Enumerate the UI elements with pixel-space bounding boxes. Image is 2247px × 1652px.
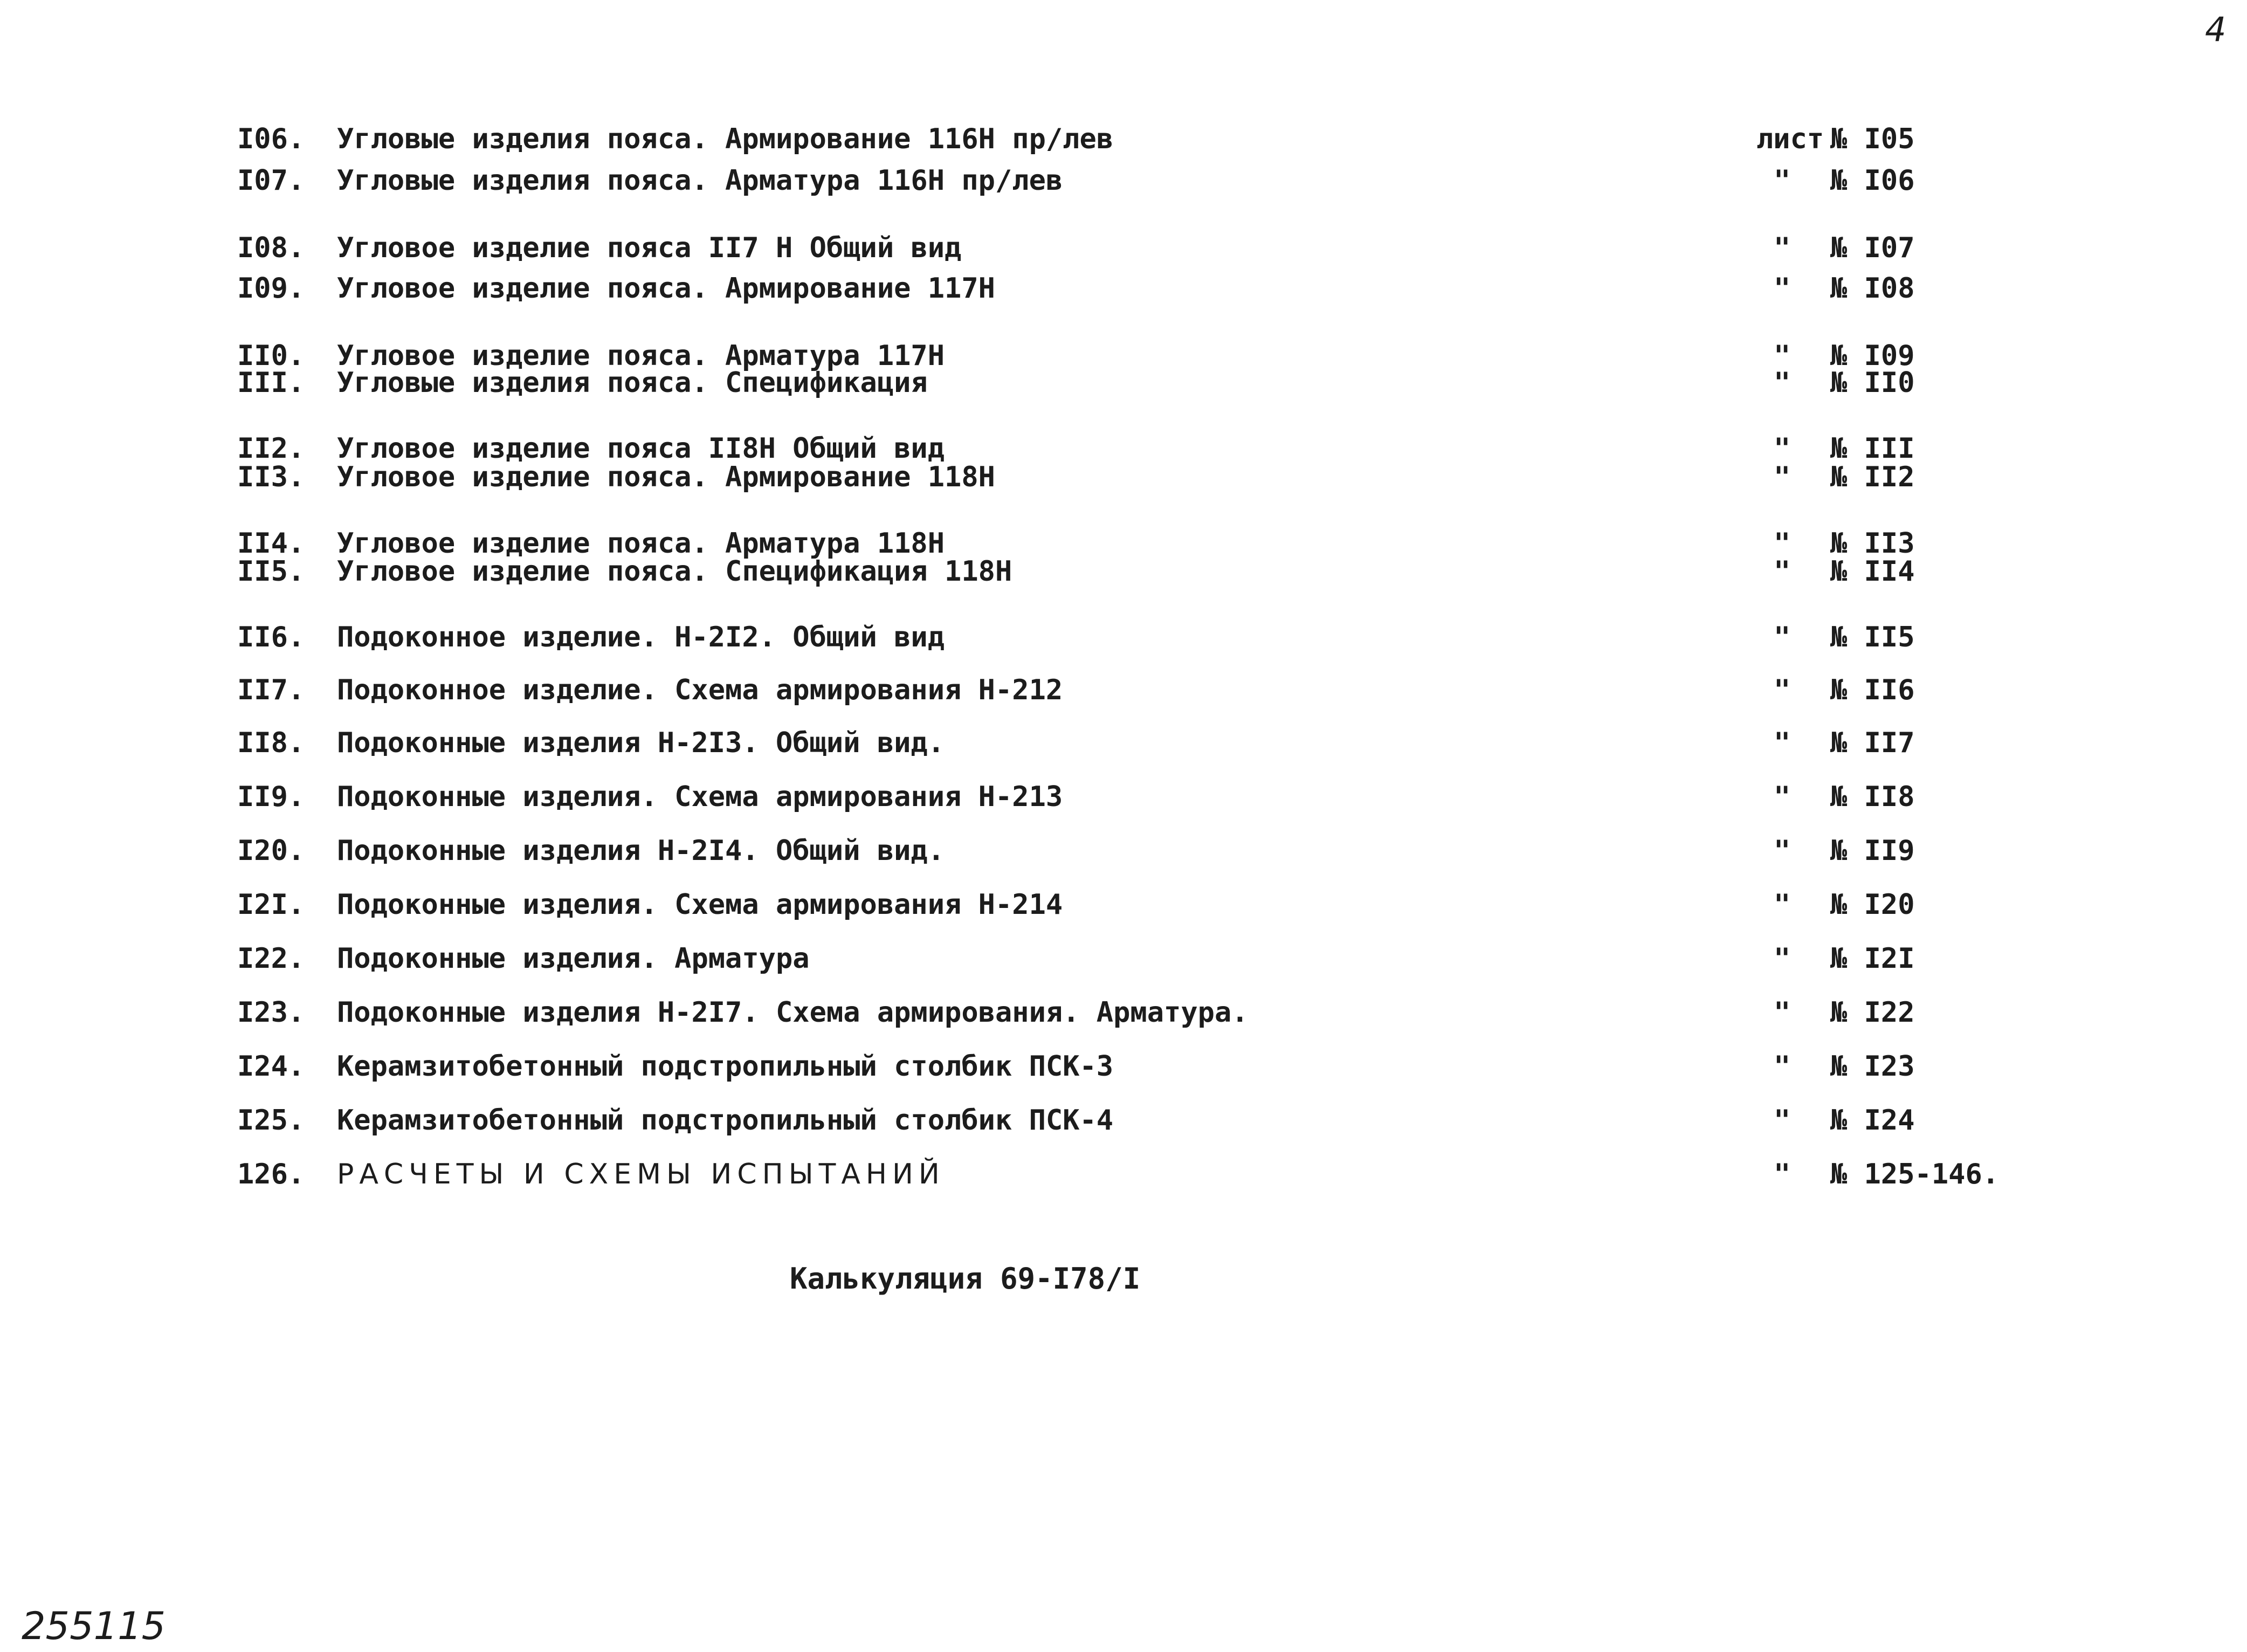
toc-entry (0, 1050, 2247, 1083)
ditto-mark: " (1774, 835, 1791, 867)
entry-number: I25. (237, 1104, 305, 1137)
entry-title: Подоконные изделия Н-2I7. Схема армирования. Арматура. (337, 996, 1249, 1029)
sheet-reference: № II6 (1830, 674, 1915, 706)
entry-title: Подоконное изделие. Н-2I2. Общий вид (337, 621, 945, 653)
entry-title: Керамзитобетонный подстропильный столбик ПСК-4 (337, 1104, 1114, 1137)
sheet-reference: № II7 (1830, 727, 1915, 759)
toc-entry (0, 272, 2247, 305)
entry-number: II8. (237, 727, 305, 759)
ditto-mark: " (1774, 942, 1791, 975)
toc-entry (0, 1104, 2247, 1137)
toc-entry (0, 367, 2247, 399)
entry-number: II6. (237, 621, 305, 653)
sheet-reference: № I05 (1830, 123, 1915, 155)
toc-entry (0, 942, 2247, 975)
ditto-mark: " (1774, 1050, 1791, 1083)
toc-entry (0, 164, 2247, 197)
entry-title: Угловое изделие пояса. Армирование 118Н (337, 461, 995, 493)
entry-title: Подоконные изделия Н-2I3. Общий вид. (337, 727, 945, 759)
entry-title: Угловое изделие пояса. Арматура 118Н (337, 527, 945, 560)
entry-number: II7. (237, 674, 305, 706)
sheet-reference: № I2I (1830, 942, 1915, 975)
entry-number: I22. (237, 942, 305, 975)
ditto-mark: " (1774, 272, 1791, 305)
entry-number: I08. (237, 232, 305, 264)
sheet-reference: № III (1830, 432, 1915, 465)
entry-number: I24. (237, 1050, 305, 1083)
toc-entry (0, 461, 2247, 493)
ditto-mark: " (1774, 232, 1791, 264)
sheet-reference: № II3 (1830, 527, 1915, 560)
entry-title: Угловые изделия пояса. Спецификация (337, 367, 928, 399)
toc-entry (0, 432, 2247, 465)
toc-entry (0, 123, 2247, 155)
sheet-reference: № I20 (1830, 889, 1915, 921)
sheet-reference: № II0 (1830, 367, 1915, 399)
entry-title: Подоконные изделия. Схема армирования Н-214 (337, 889, 1063, 921)
entry-number: II3. (237, 461, 305, 493)
sheet-reference: № II5 (1830, 621, 1915, 653)
sheet-reference: № I23 (1830, 1050, 1915, 1083)
ditto-mark: " (1774, 1158, 1791, 1190)
entry-title: Угловые изделия пояса. Армирование 116Н пр/лев (337, 123, 1114, 155)
entry-title: Угловые изделия пояса. Арматура 116Н пр/лев (337, 164, 1063, 197)
sheet-reference: № I22 (1830, 996, 1915, 1029)
sheet-reference: № II4 (1830, 555, 1915, 588)
sheet-reference: № I08 (1830, 272, 1915, 305)
entry-number: I09. (237, 272, 305, 305)
entry-number: II0. (237, 340, 305, 372)
toc-entry (0, 527, 2247, 560)
sheet-reference: № II9 (1830, 835, 1915, 867)
ditto-mark: " (1774, 367, 1791, 399)
entry-title: Угловое изделие пояса. Арматура 117Н (337, 340, 945, 372)
entry-title: Керамзитобетонный подстропильный столбик ПСК-3 (337, 1050, 1114, 1083)
entry-title: Подоконные изделия Н-2I4. Общий вид. (337, 835, 945, 867)
calculation-title: Калькуляция 69-I78/I (790, 1262, 1141, 1296)
archive-number: 255115 (22, 1604, 166, 1648)
entry-number: II9. (237, 781, 305, 813)
entry-number: I23. (237, 996, 305, 1029)
ditto-mark: " (1774, 461, 1791, 493)
ditto-mark: " (1774, 164, 1791, 197)
entry-title: Угловое изделие пояса II7 Н Общий вид (337, 232, 962, 264)
ditto-mark: " (1774, 555, 1791, 588)
toc-entry (0, 727, 2247, 759)
entry-number: III. (237, 367, 305, 399)
sheet-reference: № II8 (1830, 781, 1915, 813)
ditto-mark: " (1774, 432, 1791, 465)
entry-title: Подоконные изделия. Арматура (337, 942, 810, 975)
ditto-mark: " (1774, 1104, 1791, 1137)
entry-number: I06. (237, 123, 305, 155)
entry-title: Угловое изделие пояса. Спецификация 118Н (337, 555, 1012, 588)
entry-title: РАСЧЕТЫ И СХЕМЫ ИСПЫТАНИЙ (337, 1158, 945, 1190)
entry-number: II4. (237, 527, 305, 560)
sheet-reference: № I06 (1830, 164, 1915, 197)
toc-entry (0, 781, 2247, 813)
sheet-reference: № I07 (1830, 232, 1915, 264)
entry-number: II2. (237, 432, 305, 465)
entry-number: I07. (237, 164, 305, 197)
ditto-mark: " (1774, 340, 1791, 372)
sheet-reference: № I09 (1830, 340, 1915, 372)
entry-title: Угловое изделие пояса II8Н Общий вид (337, 432, 945, 465)
sheet-reference: № II2 (1830, 461, 1915, 493)
toc-entry (0, 996, 2247, 1029)
toc-entry (0, 889, 2247, 921)
entry-title: Подоконное изделие. Схема армирования Н-212 (337, 674, 1063, 706)
ditto-mark: " (1774, 674, 1791, 706)
toc-entry (0, 232, 2247, 264)
entry-number: I20. (237, 835, 305, 867)
toc-entry (0, 555, 2247, 588)
entry-number: 126. (237, 1158, 305, 1190)
sheet-reference: № 125-146. (1830, 1158, 2000, 1190)
ditto-mark: " (1774, 527, 1791, 560)
toc-entry (0, 621, 2247, 653)
entry-title: Угловое изделие пояса. Армирование 117Н (337, 272, 995, 305)
page-number: 4 (2205, 10, 2227, 49)
sheet-reference: № I24 (1830, 1104, 1915, 1137)
ditto-mark: " (1774, 621, 1791, 653)
toc-entry (0, 835, 2247, 867)
entry-title: Подоконные изделия. Схема армирования Н-213 (337, 781, 1063, 813)
ditto-mark: " (1774, 727, 1791, 759)
toc-entry (0, 674, 2247, 706)
ditto-mark: " (1774, 781, 1791, 813)
toc-entry (0, 1158, 2247, 1190)
ditto-mark: " (1774, 996, 1791, 1029)
sheet-label: лист (1756, 123, 1824, 155)
entry-number: I2I. (237, 889, 305, 921)
ditto-mark: " (1774, 889, 1791, 921)
entry-number: II5. (237, 555, 305, 588)
